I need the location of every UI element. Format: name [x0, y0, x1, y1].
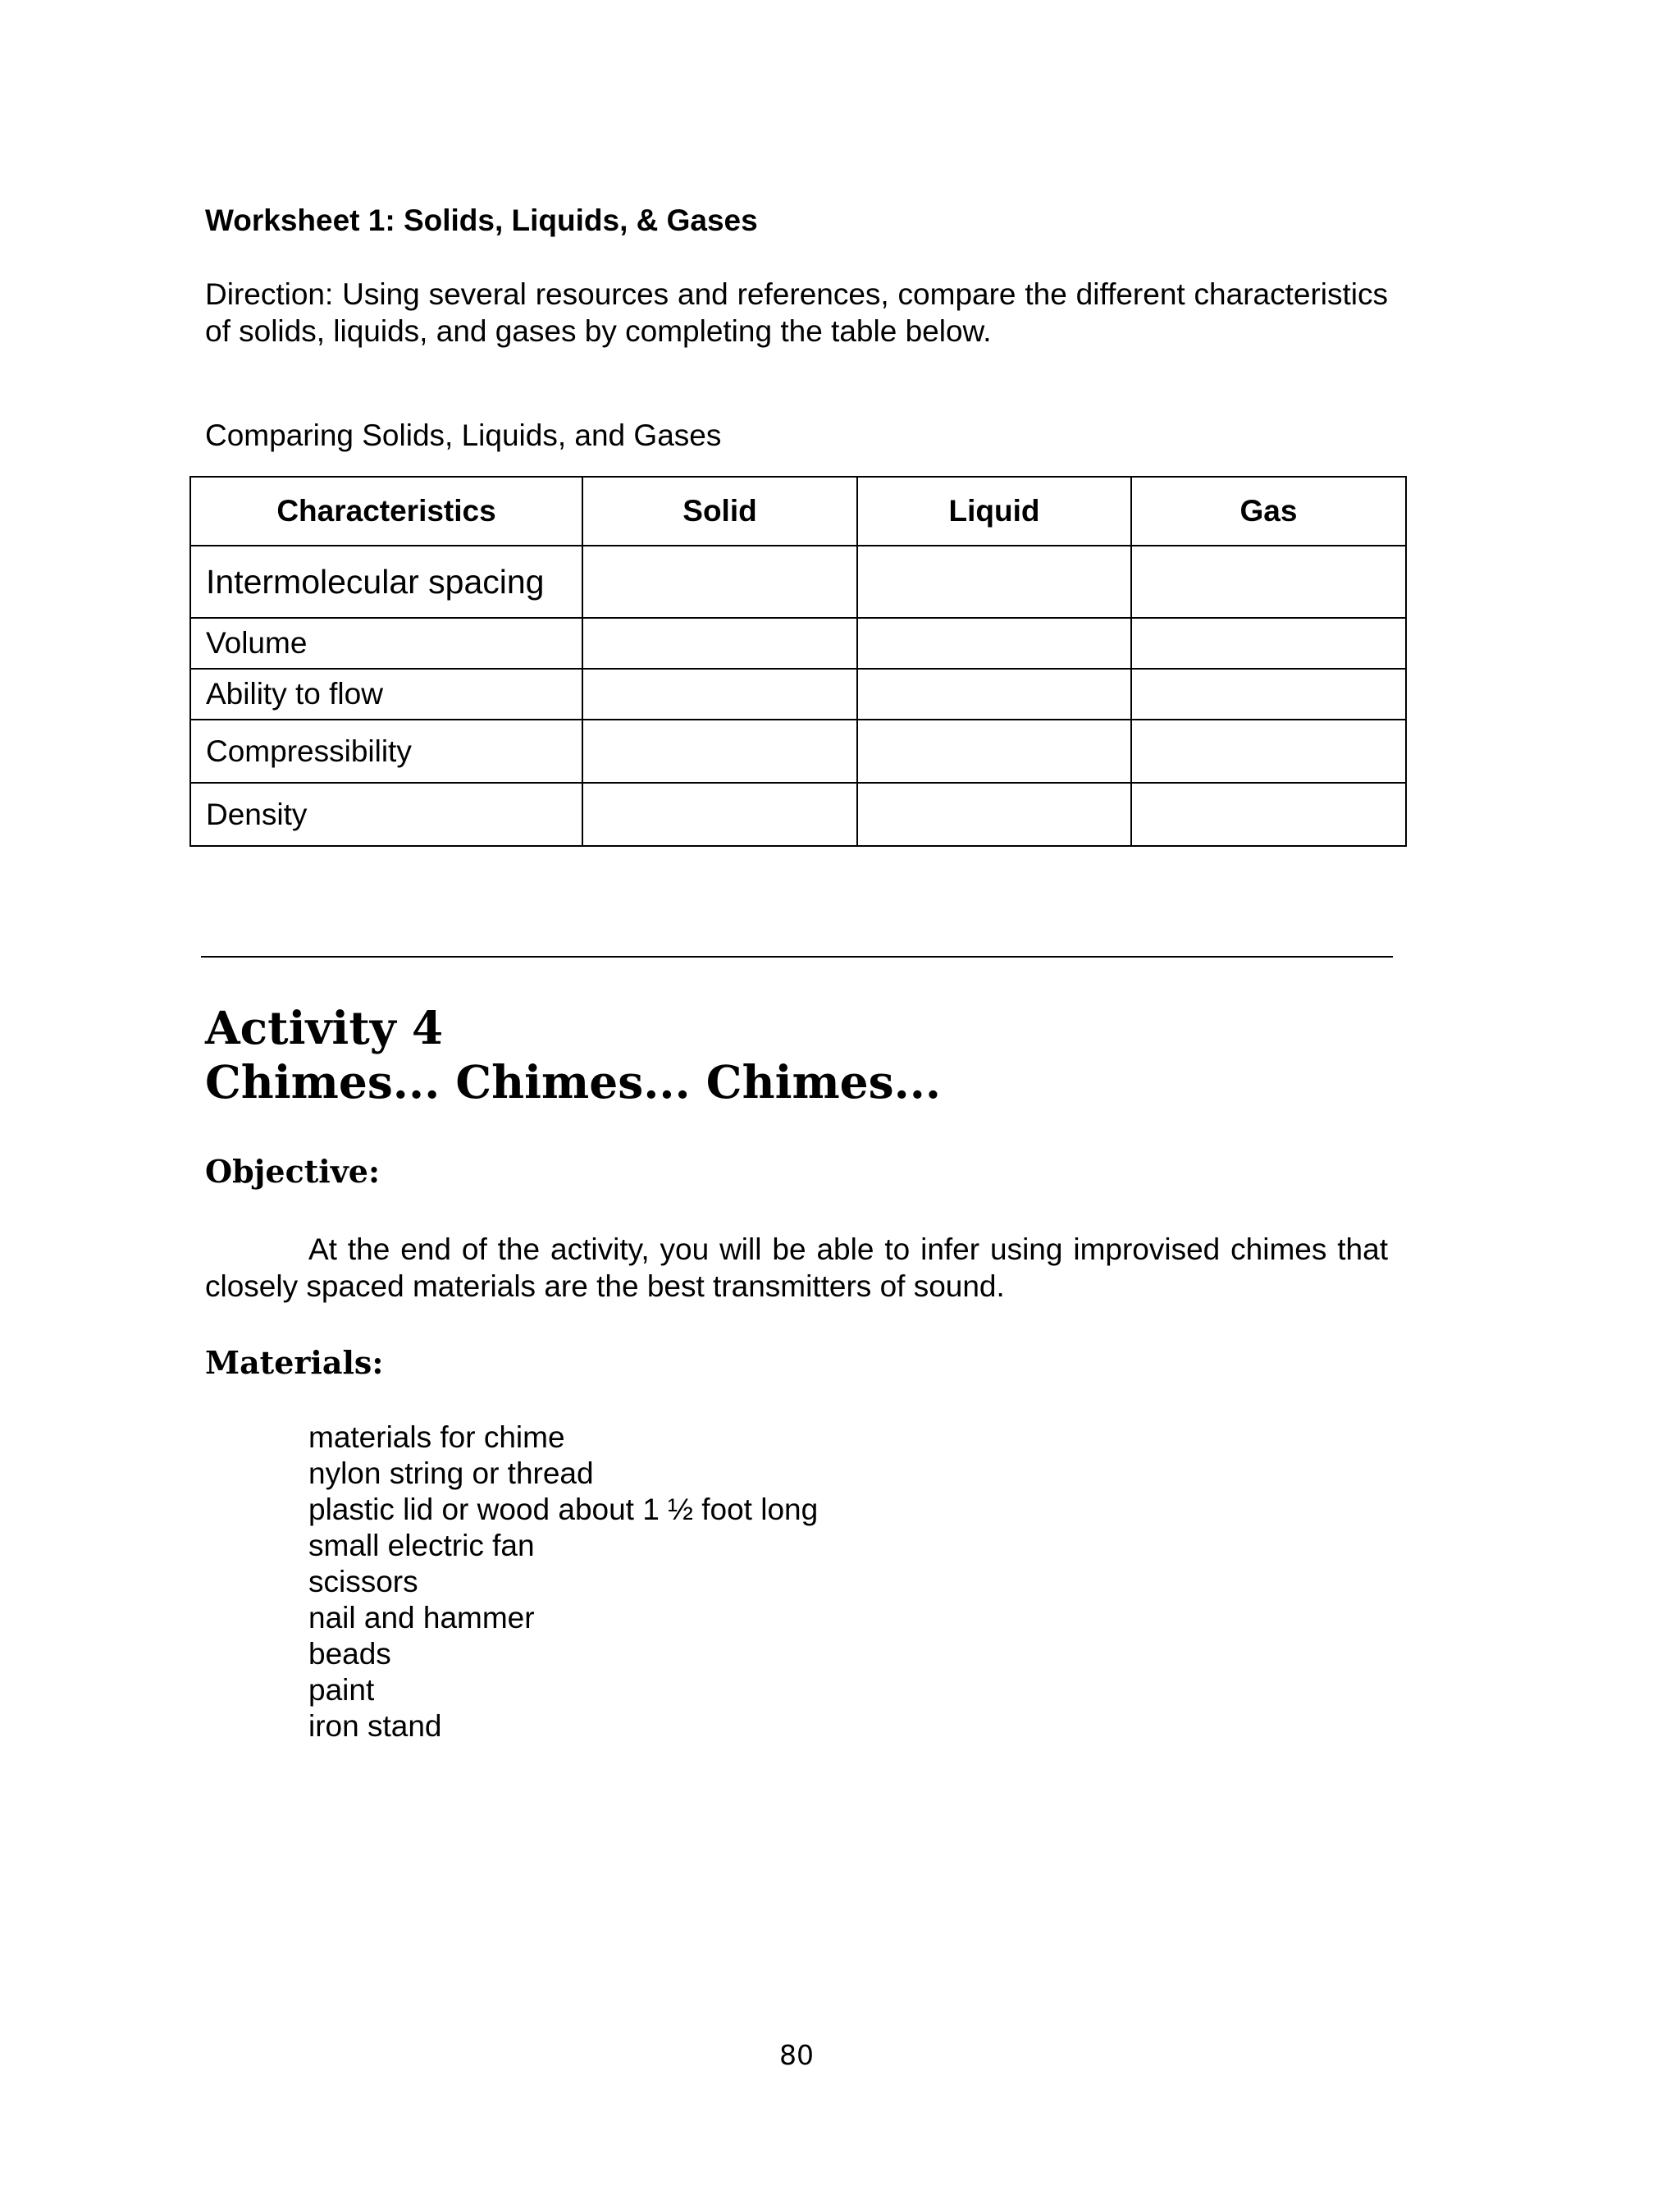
materials-heading: Materials: [205, 1344, 384, 1381]
cell-solid[interactable] [582, 669, 857, 720]
list-item: materials for chime [308, 1420, 565, 1454]
cell-liquid[interactable] [857, 618, 1131, 669]
table-header-row [190, 477, 1406, 546]
cell-liquid[interactable] [857, 546, 1131, 618]
row-characteristic: Intermolecular spacing [190, 546, 582, 618]
section-divider [201, 956, 1393, 958]
worksheet-title: Worksheet 1: Solids, Liquids, & Gases [205, 203, 758, 237]
header-liquid: Liquid [857, 477, 1131, 546]
cell-solid[interactable] [582, 783, 857, 846]
list-item: scissors [308, 1565, 418, 1598]
header-gas: Gas [1131, 477, 1406, 546]
row-characteristic: Ability to flow [190, 669, 582, 720]
row-characteristic: Compressibility [190, 720, 582, 783]
list-item: paint [308, 1673, 375, 1707]
table-row [190, 546, 1406, 618]
list-item: beads [308, 1637, 391, 1671]
table-row [190, 783, 1406, 846]
header-characteristics: Characteristics [190, 477, 582, 546]
cell-liquid[interactable] [857, 669, 1131, 720]
table-row [190, 669, 1406, 720]
materials-list [308, 1420, 818, 1744]
table-row [190, 720, 1406, 783]
list-item: plastic lid or wood about 1 ½ foot long [308, 1493, 819, 1526]
list-item: nail and hammer [308, 1601, 535, 1634]
cell-liquid[interactable] [857, 720, 1131, 783]
objective-heading: Objective: [205, 1153, 381, 1190]
cell-solid[interactable] [582, 720, 857, 783]
objective-text: At the end of the activity, you will be able to infer using improvised chimes that closely spaced materials are the best transmitters of sound. [205, 1232, 1388, 1303]
list-item: iron stand [308, 1709, 442, 1743]
header-solid: Solid [582, 477, 857, 546]
row-characteristic: Volume [190, 618, 582, 669]
cell-solid[interactable] [582, 618, 857, 669]
worksheet-direction: Direction: Using several resources and references, compare the different characteristics of solids, liquids, and gases by completing the table below. [205, 277, 1388, 348]
cell-liquid[interactable] [857, 783, 1131, 846]
cell-gas[interactable] [1131, 783, 1406, 846]
table-row [190, 618, 1406, 669]
cell-gas[interactable] [1131, 546, 1406, 618]
activity-number: Activity 4 [205, 1001, 444, 1054]
list-item: small electric fan [308, 1529, 535, 1562]
cell-solid[interactable] [582, 546, 857, 618]
activity-heading [205, 1001, 941, 1109]
cell-gas[interactable] [1131, 618, 1406, 669]
table-caption: Comparing Solids, Liquids, and Gases [205, 418, 722, 452]
cell-gas[interactable] [1131, 669, 1406, 720]
list-item: nylon string or thread [308, 1456, 594, 1490]
cell-gas[interactable] [1131, 720, 1406, 783]
page-number: 80 [779, 2039, 814, 2071]
activity-title: Chimes... Chimes... Chimes... [205, 1055, 942, 1109]
row-characteristic: Density [190, 783, 582, 846]
comparison-table [189, 476, 1407, 847]
